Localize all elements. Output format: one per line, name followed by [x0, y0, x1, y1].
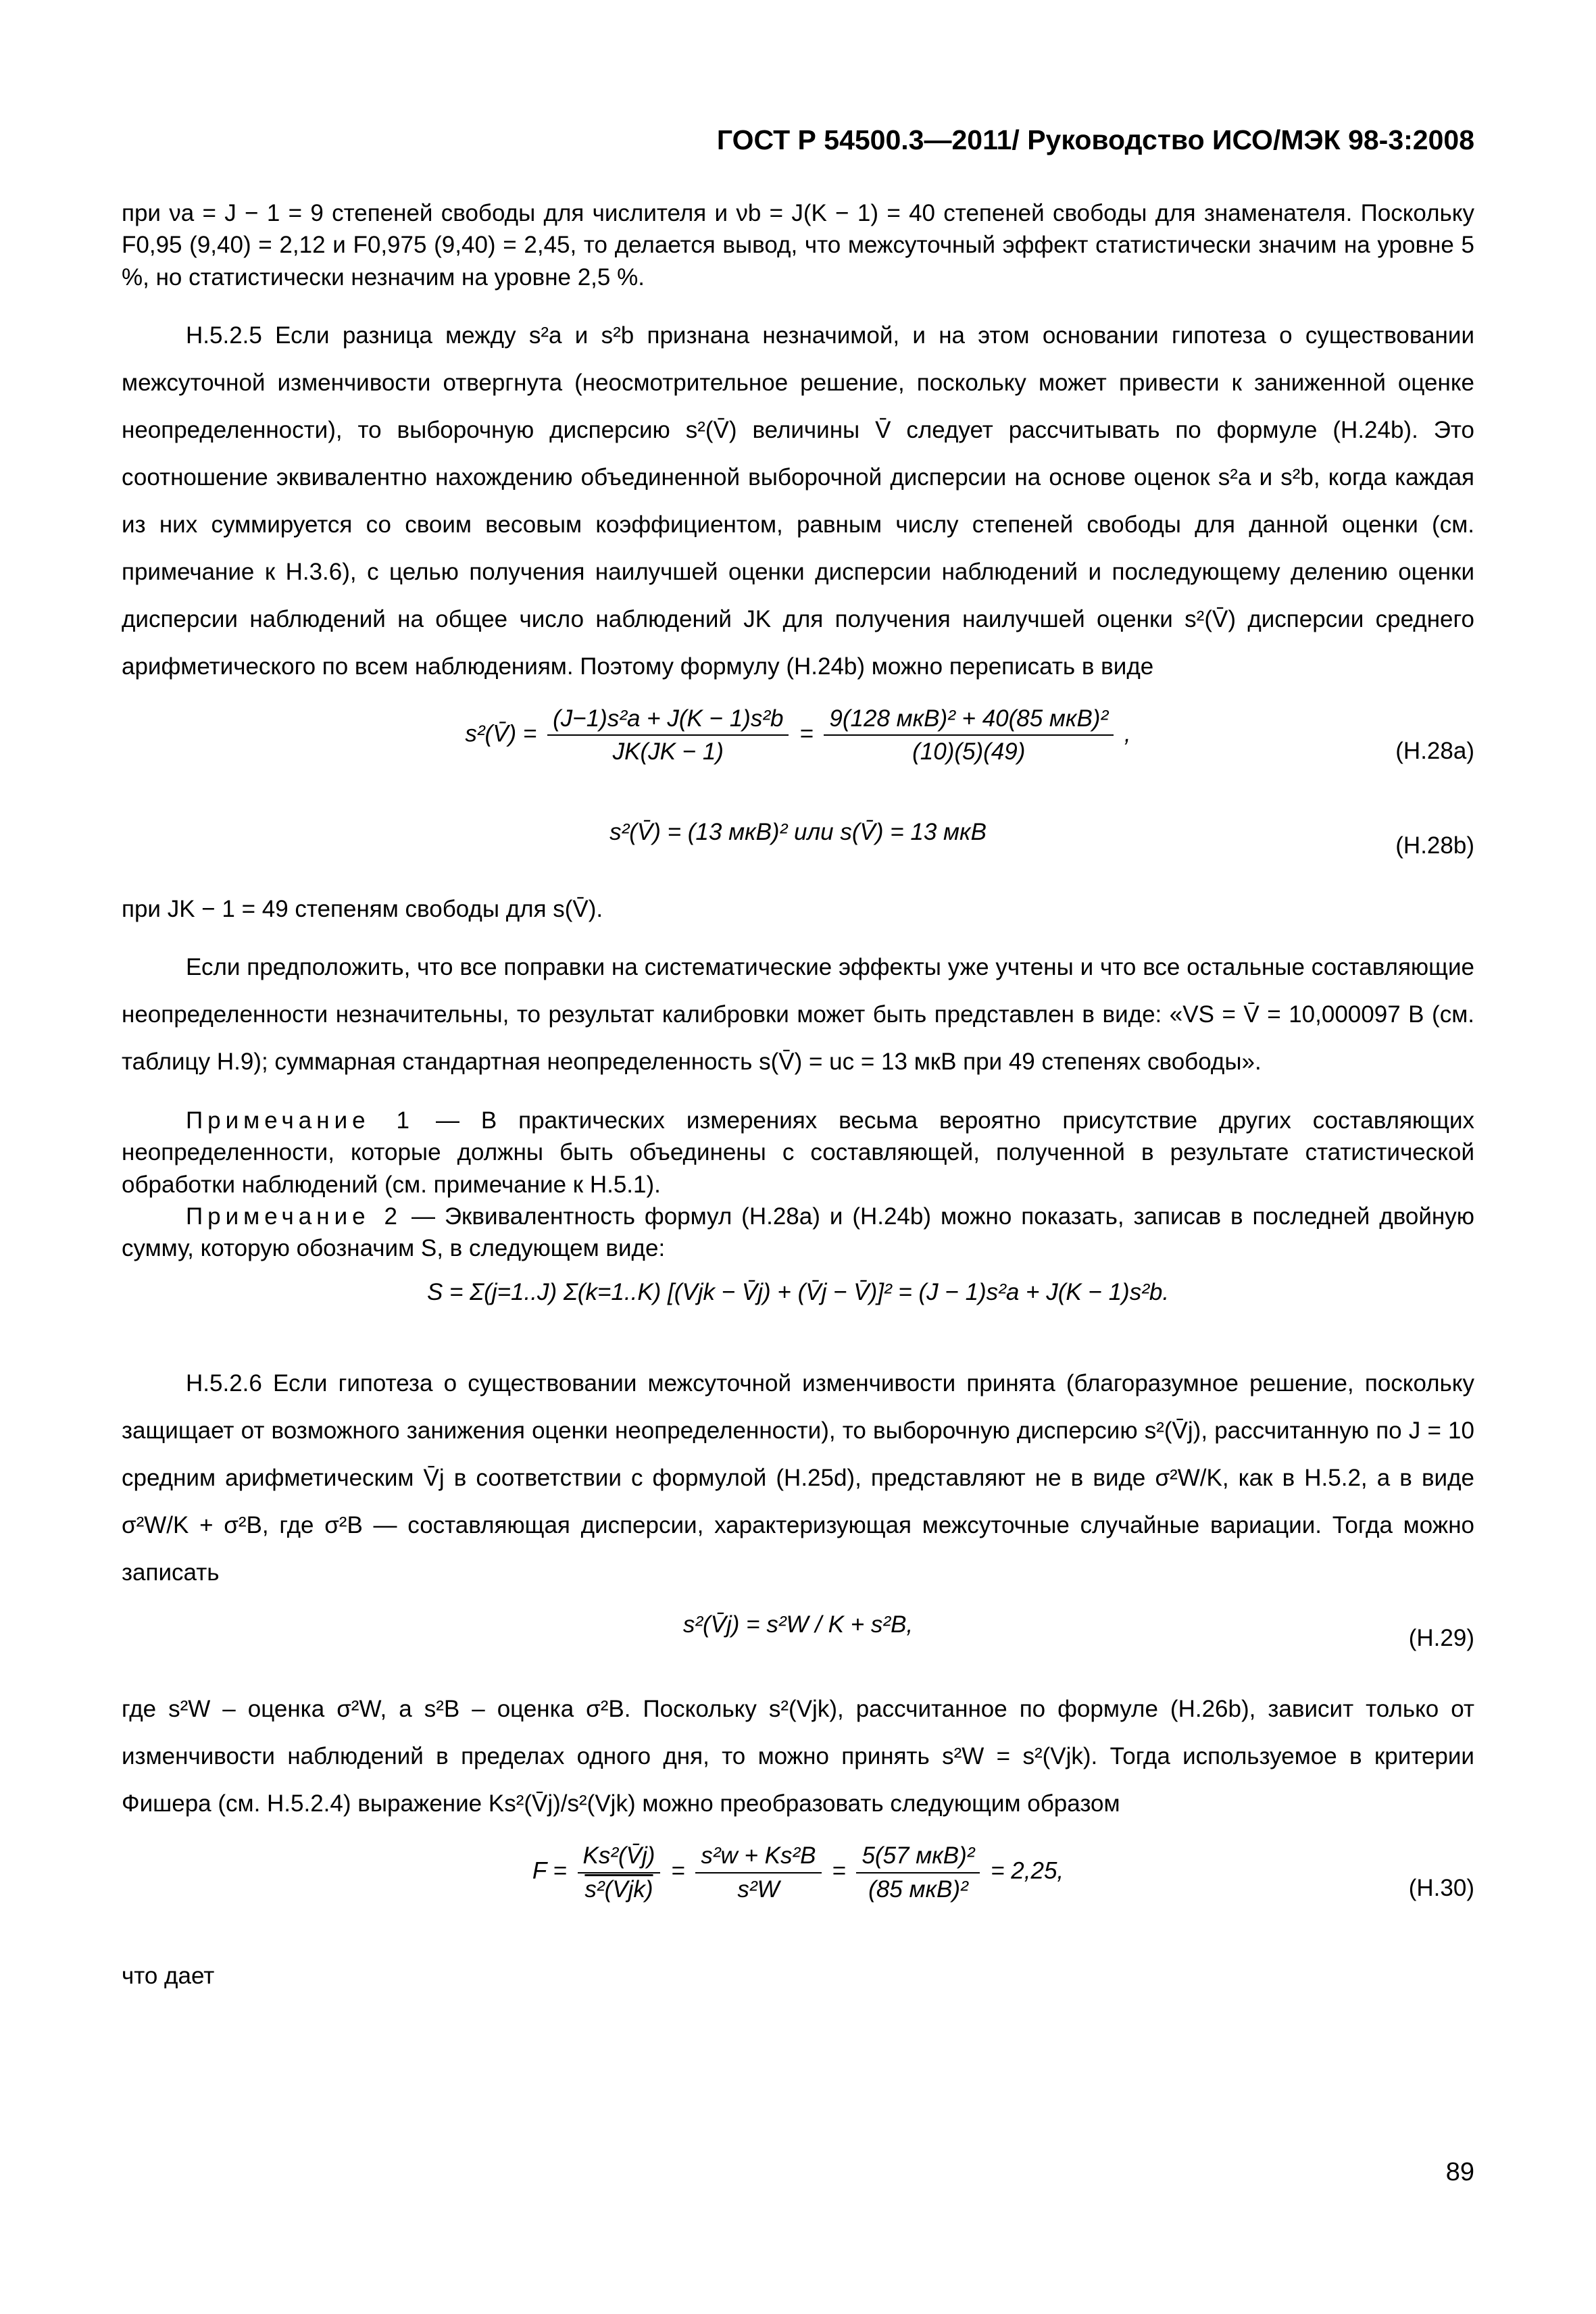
eq-h30-lhs: F =	[532, 1857, 567, 1884]
note-2	[122, 1201, 1474, 1265]
note-1	[122, 1105, 1474, 1201]
eq-h28a-numerator-2: 9(128 мкВ)² + 40(85 мкВ)²	[824, 703, 1114, 736]
equation-h28a	[122, 703, 1474, 804]
page-number: 89	[1445, 2158, 1474, 2186]
eq-double-sum-formula: S = Σ(j=1..J) Σ(k=1..K) [(Vjk − V̄j) + (V̄j − V̄)]² = (J − 1)s²a + J(K − 1)s²b.	[426, 1279, 1170, 1306]
eq-h28a-fraction-2	[824, 703, 1114, 768]
equation-double-sum	[122, 1276, 1474, 1341]
eq-h30-numerator-1: Ks²(V̄j)	[578, 1840, 661, 1873]
eq-h30-fraction-1	[578, 1840, 661, 1905]
eq-h30-numerator-3: 5(57 мкВ)²	[856, 1840, 980, 1873]
note-2-label: Примечание 2	[186, 1203, 402, 1230]
eq-h29-formula: s²(V̄j) = s²W / K + s²B,	[682, 1611, 914, 1638]
eq-h28a-numerator-1: (J−1)s²a + J(K − 1)s²b	[547, 703, 789, 736]
equation-h30: F = $\frac{\text{Ks²(V̄j)}}{\text{s²(Vjk)}}$ = $\frac{\text{s²w + Ks²B}}{\text{s²W}}$ = $\frac{\text{5(57 мкВ)²}}{\text{(85 мкВ)²}}$ = 2,25, (Н.30)	[122, 1840, 1474, 1941]
eq-h30-denominator-1: s²(Vjk)	[584, 1876, 653, 1903]
eq-h28b-formula: s²(V̄) = (13 мкВ)² или s(V̄) = 13 мкВ	[609, 818, 987, 845]
eq-h28a-lhs: s²(V̄) =	[465, 720, 537, 747]
eq-h30-denominator-3: (85 мкВ)²	[868, 1876, 968, 1903]
paragraph-h-5-2-5: Н.5.2.5 Если разница между s²a и s²b признана незначимой, и на этом основании гипотеза о существовании межсуточной изменчивости отвергнута (неосмотрительное решение, поскольку может привести к заниженной оценке неопределенности), то выборочную дисперсию s²(V̄) величины V̄ следует рассчитывать по формуле (Н.24b). Это соотношение эквивалентно нахождению объединенной выборочной дисперсии на основе оценок s²a и s²b, когда каждая из них суммируется со своим весовым коэффициентом, равным числу степеней свободы для данной оценки (см. примечание к Н.3.6), с целью получения наилучшей оценки дисперсии наблюдений и последующему делению оценки дисперсии наблюдений на общее число наблюдений JK для получения наилучшей оценки s²(V̄) дисперсии среднего арифметического по всем наблюдениям. Поэтому формулу (Н.24b) можно переписать в виде	[122, 322, 1474, 680]
eq-h28a-fraction-1	[547, 703, 789, 768]
equation-h29	[122, 1609, 1474, 1674]
equation-number-h29: (Н.29)	[1408, 1625, 1474, 1652]
paragraph-calibration-result: Если предположить, что все поправки на систематические эффекты уже учтены и что все остальные составляющие неопределенности незначительны, то результат калибровки может быть представлен в виде: «VS = V̄ = 10,000097 В (см. таблицу Н.9); суммарная стандартная неопределенность s(V̄) = uc = 13 мкВ при 49 степенях свободы».	[122, 954, 1474, 1075]
eq-h30-denominator-2: s²W	[737, 1876, 780, 1903]
note-1-text: — В практических измерениях весьма вероятно присутствие других составляющих неопределенности, которые должны быть объединены с составляющей, полученной в результате статистической обработки наблюдений (см. примечание к Н.5.1).	[122, 1107, 1474, 1198]
eq-h30-fraction-3	[856, 1840, 980, 1905]
eq-h28a-tail: ,	[1124, 720, 1131, 747]
eq-h30-fraction-2	[695, 1840, 821, 1905]
paragraph-which-gives: что дает	[122, 1963, 215, 1990]
equation-number-h28a: (Н.28а)	[1395, 737, 1474, 764]
eq-h28a-equals: =	[799, 720, 814, 747]
paragraph-h-5-2-6: Н.5.2.6 Если гипотеза о существовании межсуточной изменчивости принята (благоразумное решение, поскольку защищает от возможного занижения оценки неопределенности), то выборочную дисперсию s²(V̄j), рассчитанную по J = 10 средним арифметическим V̄j в соответствии с формулой (Н.25d), представляют не в виде σ²W/K, как в Н.5.2, а в виде σ²W/K + σ²B, где σ²B — составляющая дисперсии, характеризующая межсуточные случайные вариации. Тогда можно записать	[122, 1370, 1474, 1586]
eq-h28a-denominator-1: JK(JK − 1)	[612, 738, 724, 765]
eq-h28a-denominator-2: (10)(5)(49)	[912, 738, 1026, 765]
paragraph-degrees-of-freedom: при νa = J − 1 = 9 степеней свободы для числителя и νb = J(K − 1) = 40 степеней свободы для знаменателя. Поскольку F0,95 (9,40) = 2,12 и F0,975 (9,40) = 2,45, то делается вывод, что межсуточный эффект статистически значим на уровне 5 %, но статистически незначим на уровне 2,5 %.	[122, 200, 1474, 291]
equation-number-h28b: (Н.28b)	[1395, 832, 1474, 859]
eq-h30-numerator-2: s²w + Ks²B	[695, 1840, 821, 1873]
equation-number-h30: (Н.30)	[1408, 1875, 1474, 1902]
page-body	[122, 197, 1474, 1992]
page-header: ГОСТ Р 54500.3—2011/ Руководство ИСО/МЭК 98-3:2008	[716, 124, 1474, 155]
eq-h30-tail: = 2,25,	[991, 1857, 1064, 1884]
note-2-text: — Эквивалентность формул (Н.28а) и (Н.24b) можно показать, записав в последней двойную сумму, которую обозначим S, в следующем виде:	[122, 1203, 1474, 1261]
paragraph-fisher-criterion: где s²W – оценка σ²W, а s²B – оценка σ²B. Поскольку s²(Vjk), рассчитанное по формуле (Н.26b), зависит только от изменчивости наблюдений в пределах одного дня, то можно принять s²W = s²(Vjk). Тогда используемое в критерии Фишера (см. Н.5.2.4) выражение Ks²(V̄j)/s²(Vjk) можно преобразовать следующим образом	[122, 1696, 1474, 1817]
paragraph-degrees-for-s: при JK − 1 = 49 степеням свободы для s(V̄).	[122, 895, 603, 922]
equation-h28b	[122, 816, 1474, 881]
note-1-label: Примечание 1	[186, 1107, 414, 1134]
